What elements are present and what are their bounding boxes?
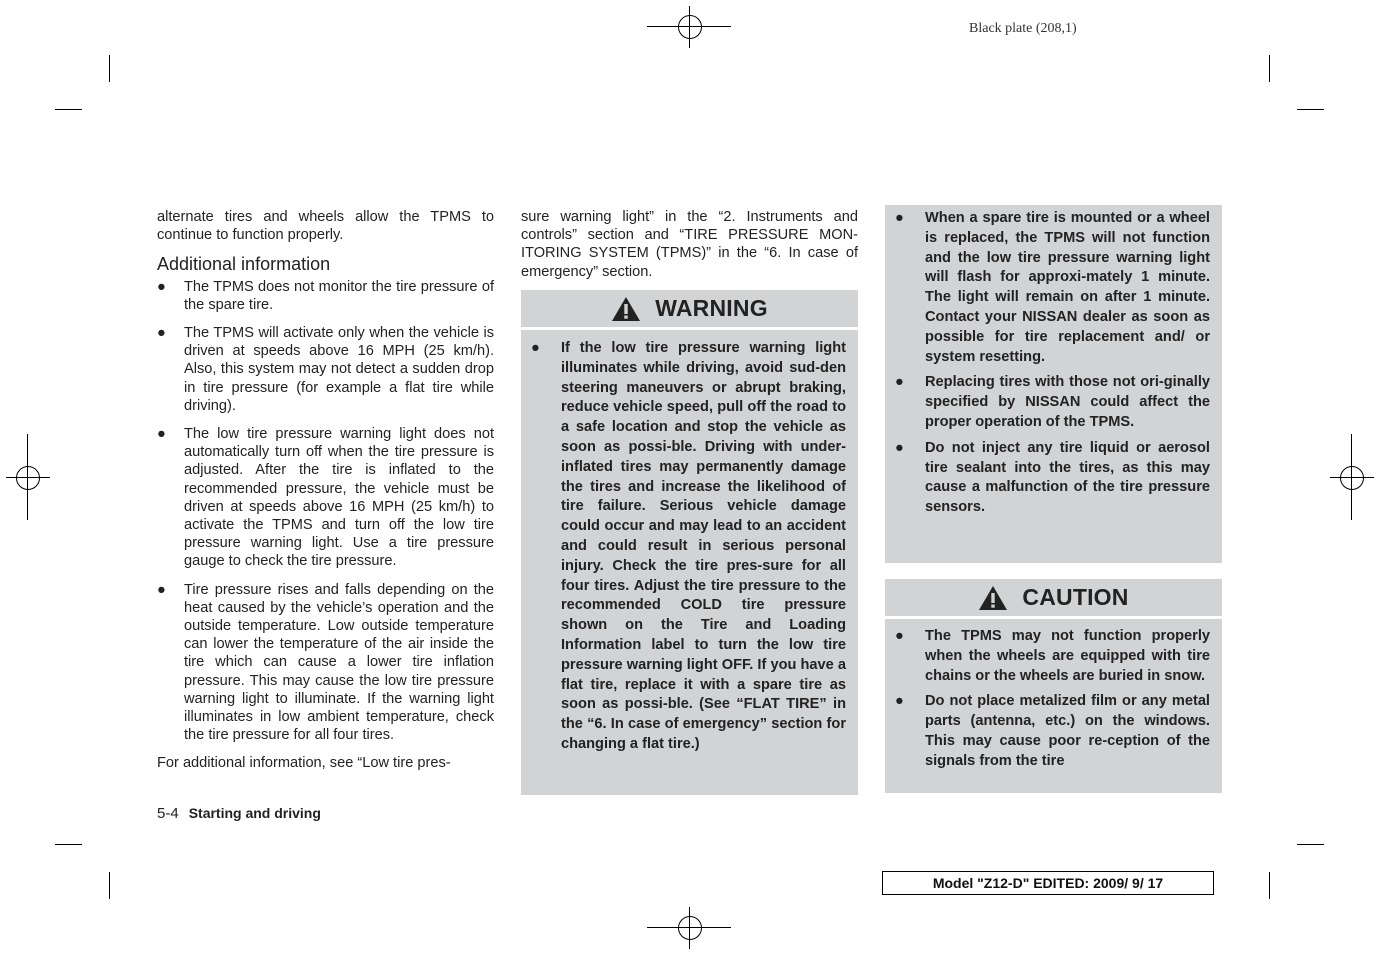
- list-item: ● The TPMS may not function properly when the wheels are equipped with tire chains or the wheels are buried in snow.: [895, 628, 1210, 684]
- caution-box: [885, 619, 1222, 793]
- column-2: [521, 208, 858, 281]
- bullet-icon: ●: [157, 278, 166, 295]
- list-item: ● Do not place metalized film or any metal parts (antenna, etc.) on the windows. This may cause poor re-ception of the signals from the tire: [895, 693, 1210, 769]
- col2-intro: sure warning light” in the “2. Instruments and controls” section and “TIRE PRESSURE MON-ITORING SYSTEM (TPMS)” in the “6. In case of emergency” section.: [521, 209, 858, 280]
- warning-header: [521, 290, 858, 327]
- list-item: ● Do not inject any tire liquid or aerosol tire sealant into the tires, as this may cause a malfunction of the tire pressure sensors.: [895, 439, 1210, 516]
- additional-info-heading: Additional information: [157, 254, 331, 275]
- caution-header: [885, 579, 1222, 616]
- bullet-icon: ●: [895, 693, 904, 710]
- col1-intro: alternate tires and wheels allow the TPMS to continue to function properly.: [157, 209, 494, 244]
- warning-triangle-icon: [978, 585, 1008, 611]
- column-1: [157, 208, 494, 773]
- caution-title: CAUTION: [1022, 584, 1129, 610]
- list-item: ● The low tire pressure warning light does not automatically turn off when the tire pressure is adjusted. After the tire is inflated to the recommended pressure, the vehicle must be driven at speeds above 16 MPH (25 km/h) to activate the TPMS and turn off the low tire pressure warning light. Use a tire pressure gauge to check the tire pressure.: [157, 426, 494, 570]
- plate-label: Black plate (208,1): [969, 21, 1077, 36]
- list-item: ● The TPMS does not monitor the tire pressure of the spare tire.: [157, 278, 494, 313]
- warning-box: [521, 330, 858, 795]
- list-item: ● Replacing tires with those not ori-ginally specified by NISSAN could affect the proper operation of the TPMS.: [895, 374, 1210, 430]
- page-footer: [157, 805, 321, 822]
- bullet-icon: ●: [531, 340, 540, 356]
- list-item: ● When a spare tire is mounted or a wheel is replaced, the TPMS will not function and the low tire pressure warning light will flash for approxi-mately 1 minute. The light will remain on after 1 minute. Contact your NISSAN dealer as soon as possible for tire replacement and/ or system resetting.: [895, 210, 1210, 365]
- warning-triangle-icon: [611, 296, 641, 322]
- bullet-icon: ●: [895, 210, 904, 226]
- list-item: ● The TPMS will activate only when the vehicle is driven at speeds above 16 MPH (25 km/h). Also, this system may not detect a sudden drop in tire pressure (for example a flat tire while driving).: [157, 325, 494, 414]
- list-item: ● If the low tire pressure warning light illuminates while driving, avoid sud-den steering maneuvers or abrupt braking, reduce vehicle speed, pull off the road to a safe location and stop the vehicle as soon as possi-ble. Driving with under-inflated tires may permanently damage the tires and increase the likelihood of tire failure. Serious vehicle damage could occur and may lead to an accident and could result in serious personal injury. Check the tire pres-sure for all four tires. Adjust the tire pressure to the recommended COLD tire pressure shown on the Tire and Loading Information label to turn the low tire pressure warning light OFF. If you have a flat tire, replace it with a spare tire as soon as possi-ble. (See “FLAT TIRE” in the “6. In case of emergency” section for changing a flat tire.): [531, 340, 846, 752]
- warning-title: WARNING: [655, 295, 768, 321]
- bullet-icon: ●: [895, 628, 904, 644]
- section-name: Starting and driving: [188, 805, 321, 821]
- page-number: 5-4: [157, 805, 179, 822]
- model-edited-line: Model "Z12-D" EDITED: 2009/ 9/ 17: [882, 871, 1214, 895]
- bullet-icon: ●: [895, 374, 904, 391]
- bullet-icon: ●: [157, 426, 166, 443]
- col1-outro: For additional information, see “Low tire pres-: [157, 755, 451, 772]
- bullet-icon: ●: [157, 325, 166, 342]
- bullet-icon: ●: [157, 581, 166, 598]
- bullet-icon: ●: [895, 439, 904, 456]
- list-item: ● Tire pressure rises and falls depending on the heat caused by the vehicle’s operation and the outside temperature. Low outside temperature can lower the temperature of the air inside the tire which can cause a lower tire inflation pressure. This may cause the low tire pressure warning light to illuminate. If the warning light illuminates in low ambient temperature, check the tire pressure for all four tires.: [157, 581, 494, 744]
- warning-box-continued: [885, 205, 1222, 563]
